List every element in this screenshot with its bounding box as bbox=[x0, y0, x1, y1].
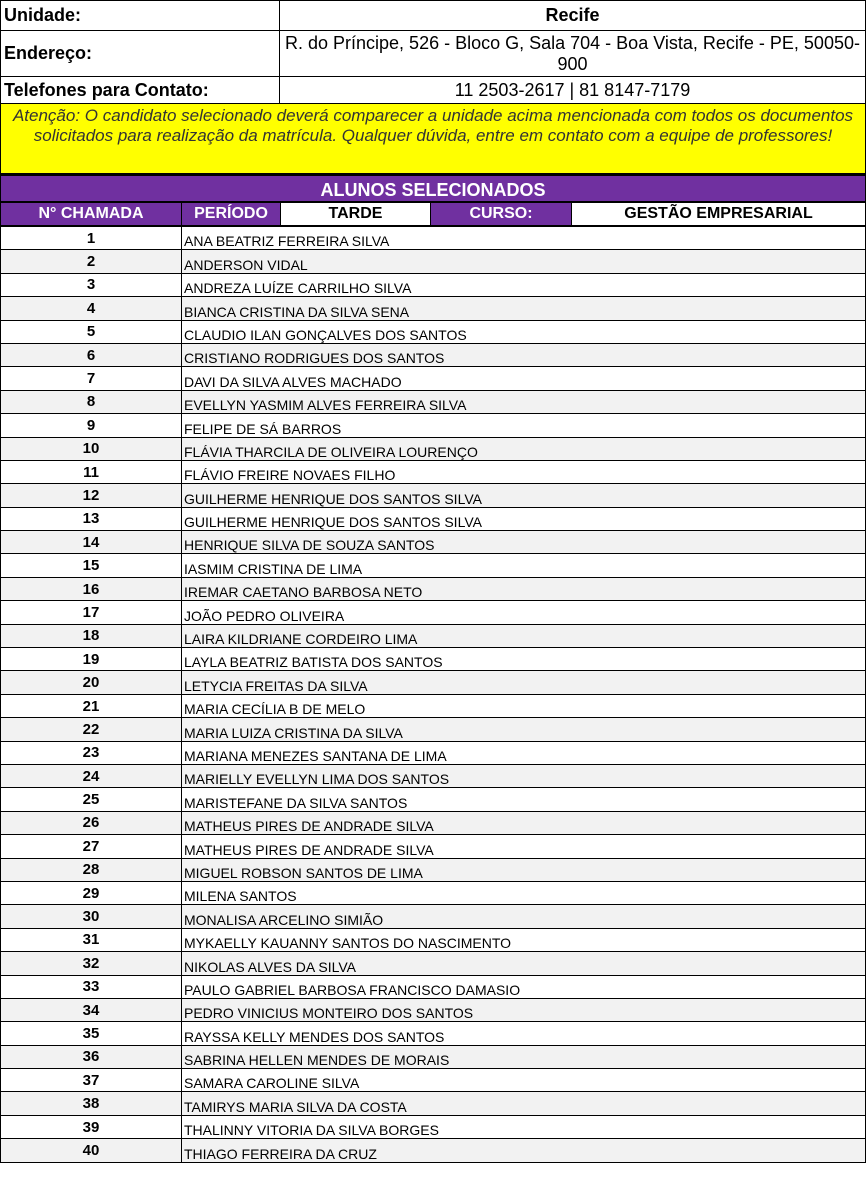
chamada-number: 19 bbox=[1, 648, 182, 671]
table-row bbox=[1, 1139, 866, 1162]
table-row bbox=[1, 1045, 866, 1068]
student-name: GUILHERME HENRIQUE DOS SANTOS SILVA bbox=[182, 507, 866, 530]
endereco-value: R. do Príncipe, 526 - Bloco G, Sala 704 - Boa Vista, Recife - PE, 50050-900 bbox=[280, 31, 866, 77]
chamada-number: 35 bbox=[1, 1022, 182, 1045]
table-row bbox=[1, 1022, 866, 1045]
student-name: EVELLYN YASMIM ALVES FERREIRA SILVA bbox=[182, 390, 866, 413]
student-name: MARISTEFANE DA SILVA SANTOS bbox=[182, 788, 866, 811]
student-name: FLÁVIA THARCILA DE OLIVEIRA LOURENÇO bbox=[182, 437, 866, 460]
chamada-number: 20 bbox=[1, 671, 182, 694]
chamada-header: N° CHAMADA bbox=[1, 203, 182, 226]
table-row bbox=[1, 1115, 866, 1138]
student-name: ANA BEATRIZ FERREIRA SILVA bbox=[182, 227, 866, 250]
chamada-number: 40 bbox=[1, 1139, 182, 1162]
student-name: LAYLA BEATRIZ BATISTA DOS SANTOS bbox=[182, 648, 866, 671]
table-row bbox=[1, 718, 866, 741]
table-row bbox=[1, 741, 866, 764]
student-name: LAIRA KILDRIANE CORDEIRO LIMA bbox=[182, 624, 866, 647]
table-row bbox=[1, 577, 866, 600]
student-name: ANDREZA LUÍZE CARRILHO SILVA bbox=[182, 273, 866, 296]
table-row bbox=[1, 624, 866, 647]
chamada-number: 23 bbox=[1, 741, 182, 764]
chamada-number: 29 bbox=[1, 881, 182, 904]
chamada-number: 5 bbox=[1, 320, 182, 343]
student-name: HENRIQUE SILVA DE SOUZA SANTOS bbox=[182, 531, 866, 554]
chamada-number: 18 bbox=[1, 624, 182, 647]
table-row bbox=[1, 952, 866, 975]
student-name: THIAGO FERREIRA DA CRUZ bbox=[182, 1139, 866, 1162]
table-row bbox=[1, 273, 866, 296]
student-name: MATHEUS PIRES DE ANDRADE SILVA bbox=[182, 811, 866, 834]
student-name: MARIA LUIZA CRISTINA DA SILVA bbox=[182, 718, 866, 741]
chamada-number: 13 bbox=[1, 507, 182, 530]
table-row bbox=[1, 250, 866, 273]
student-name: MONALISA ARCELINO SIMIÃO bbox=[182, 905, 866, 928]
student-list bbox=[0, 226, 866, 1163]
student-name: SABRINA HELLEN MENDES DE MORAIS bbox=[182, 1045, 866, 1068]
student-name: LETYCIA FREITAS DA SILVA bbox=[182, 671, 866, 694]
student-name: MIGUEL ROBSON SANTOS DE LIMA bbox=[182, 858, 866, 881]
unidade-label: Unidade: bbox=[1, 1, 280, 31]
table-row bbox=[1, 343, 866, 366]
table-row bbox=[1, 460, 866, 483]
chamada-number: 4 bbox=[1, 297, 182, 320]
chamada-number: 37 bbox=[1, 1069, 182, 1092]
student-name: NIKOLAS ALVES DA SILVA bbox=[182, 952, 866, 975]
table-row bbox=[1, 975, 866, 998]
student-name: MATHEUS PIRES DE ANDRADE SILVA bbox=[182, 835, 866, 858]
chamada-number: 31 bbox=[1, 928, 182, 951]
chamada-number: 27 bbox=[1, 835, 182, 858]
table-row bbox=[1, 531, 866, 554]
student-name: CRISTIANO RODRIGUES DOS SANTOS bbox=[182, 343, 866, 366]
table-row bbox=[1, 694, 866, 717]
table-row bbox=[1, 788, 866, 811]
table-row bbox=[1, 1092, 866, 1115]
table-row bbox=[1, 648, 866, 671]
table-row bbox=[1, 227, 866, 250]
attention-notice: Atenção: O candidato selecionado deverá comparecer a unidade acima mencionada com todos os documentos solicitados para realização da matrícula. Qualquer dúvida, entre em contato com a equipe de professores! bbox=[0, 104, 866, 174]
student-name: THALINNY VITORIA DA SILVA BORGES bbox=[182, 1115, 866, 1138]
table-row bbox=[1, 1069, 866, 1092]
table-row bbox=[1, 414, 866, 437]
table-row bbox=[1, 764, 866, 787]
endereco-label: Endereço: bbox=[1, 31, 280, 77]
student-name: RAYSSA KELLY MENDES DOS SANTOS bbox=[182, 1022, 866, 1045]
table-row bbox=[1, 507, 866, 530]
student-name: MILENA SANTOS bbox=[182, 881, 866, 904]
table-row bbox=[1, 905, 866, 928]
table-row bbox=[1, 835, 866, 858]
list-header bbox=[0, 202, 866, 226]
student-name: JOÃO PEDRO OLIVEIRA bbox=[182, 601, 866, 624]
chamada-number: 9 bbox=[1, 414, 182, 437]
table-row bbox=[1, 601, 866, 624]
chamada-number: 17 bbox=[1, 601, 182, 624]
table-row bbox=[1, 390, 866, 413]
table-row bbox=[1, 811, 866, 834]
table-row bbox=[1, 928, 866, 951]
chamada-number: 16 bbox=[1, 577, 182, 600]
student-name: CLAUDIO ILAN GONÇALVES DOS SANTOS bbox=[182, 320, 866, 343]
curso-header: CURSO: bbox=[431, 203, 572, 226]
chamada-number: 30 bbox=[1, 905, 182, 928]
table-row bbox=[1, 297, 866, 320]
table-row bbox=[1, 881, 866, 904]
chamada-number: 2 bbox=[1, 250, 182, 273]
chamada-number: 25 bbox=[1, 788, 182, 811]
chamada-number: 38 bbox=[1, 1092, 182, 1115]
periodo-value: TARDE bbox=[281, 203, 431, 226]
chamada-number: 12 bbox=[1, 484, 182, 507]
chamada-number: 24 bbox=[1, 764, 182, 787]
table-row bbox=[1, 484, 866, 507]
table-row bbox=[1, 554, 866, 577]
chamada-number: 6 bbox=[1, 343, 182, 366]
table-row bbox=[1, 998, 866, 1021]
chamada-number: 15 bbox=[1, 554, 182, 577]
chamada-number: 11 bbox=[1, 460, 182, 483]
chamada-number: 28 bbox=[1, 858, 182, 881]
student-name: MARIELLY EVELLYN LIMA DOS SANTOS bbox=[182, 764, 866, 787]
table-row bbox=[1, 858, 866, 881]
chamada-number: 1 bbox=[1, 227, 182, 250]
chamada-number: 3 bbox=[1, 273, 182, 296]
student-name: ANDERSON VIDAL bbox=[182, 250, 866, 273]
telefones-value: 11 2503-2617 | 81 8147-7179 bbox=[280, 77, 866, 104]
student-name: DAVI DA SILVA ALVES MACHADO bbox=[182, 367, 866, 390]
chamada-number: 7 bbox=[1, 367, 182, 390]
section-title: ALUNOS SELECIONADOS bbox=[0, 174, 866, 202]
student-name: IREMAR CAETANO BARBOSA NETO bbox=[182, 577, 866, 600]
chamada-number: 36 bbox=[1, 1045, 182, 1068]
periodo-header: PERÍODO bbox=[182, 203, 281, 226]
chamada-number: 33 bbox=[1, 975, 182, 998]
chamada-number: 32 bbox=[1, 952, 182, 975]
student-name: PAULO GABRIEL BARBOSA FRANCISCO DAMASIO bbox=[182, 975, 866, 998]
chamada-number: 22 bbox=[1, 718, 182, 741]
table-row bbox=[1, 671, 866, 694]
chamada-number: 39 bbox=[1, 1115, 182, 1138]
student-name: SAMARA CAROLINE SILVA bbox=[182, 1069, 866, 1092]
telefones-label: Telefones para Contato: bbox=[1, 77, 280, 104]
student-name: MARIA CECÍLIA B DE MELO bbox=[182, 694, 866, 717]
chamada-number: 26 bbox=[1, 811, 182, 834]
student-name: FELIPE DE SÁ BARROS bbox=[182, 414, 866, 437]
chamada-number: 8 bbox=[1, 390, 182, 413]
chamada-number: 10 bbox=[1, 437, 182, 460]
chamada-number: 34 bbox=[1, 998, 182, 1021]
table-row bbox=[1, 320, 866, 343]
student-name: PEDRO VINICIUS MONTEIRO DOS SANTOS bbox=[182, 998, 866, 1021]
student-name: MYKAELLY KAUANNY SANTOS DO NASCIMENTO bbox=[182, 928, 866, 951]
student-name: IASMIM CRISTINA DE LIMA bbox=[182, 554, 866, 577]
chamada-number: 14 bbox=[1, 531, 182, 554]
student-name: BIANCA CRISTINA DA SILVA SENA bbox=[182, 297, 866, 320]
unidade-value: Recife bbox=[280, 1, 866, 31]
student-name: FLÁVIO FREIRE NOVAES FILHO bbox=[182, 460, 866, 483]
unit-info-table bbox=[0, 0, 866, 104]
curso-value: GESTÃO EMPRESARIAL bbox=[572, 203, 866, 226]
student-name: MARIANA MENEZES SANTANA DE LIMA bbox=[182, 741, 866, 764]
table-row bbox=[1, 367, 866, 390]
table-row bbox=[1, 437, 866, 460]
student-name: TAMIRYS MARIA SILVA DA COSTA bbox=[182, 1092, 866, 1115]
chamada-number: 21 bbox=[1, 694, 182, 717]
student-name: GUILHERME HENRIQUE DOS SANTOS SILVA bbox=[182, 484, 866, 507]
